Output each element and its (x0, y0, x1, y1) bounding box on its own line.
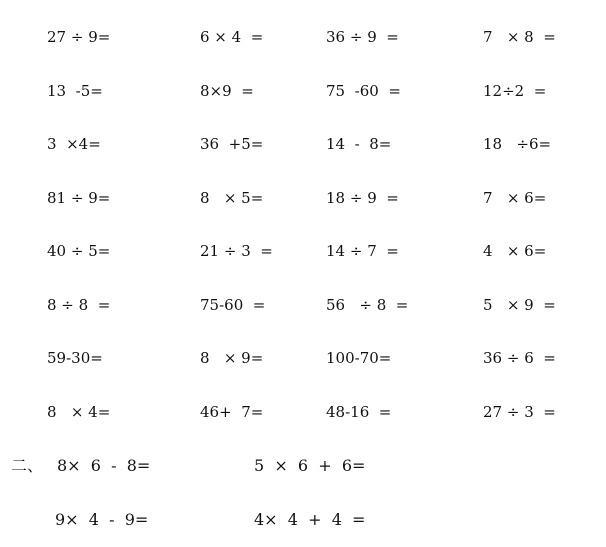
problem-r1-c1: 27 ÷ 9= (47, 28, 111, 46)
problem-r2-c4: 12÷2 = (483, 82, 547, 100)
problem-r7-c2: 8 × 9= (200, 349, 264, 367)
problem-r2-c3: 75 -60 = (326, 82, 401, 100)
section-label: 二、 (11, 456, 44, 475)
problem-r4-c1: 81 ÷ 9= (47, 189, 111, 207)
problem-r2-c1: 13 -5= (47, 82, 103, 100)
problem-r6-c4: 5 × 9 = (483, 296, 556, 314)
problem-r4-c2: 8 × 5= (200, 189, 264, 207)
problem-r5-c1: 40 ÷ 5= (47, 242, 111, 260)
mixed-problem-1: 8× 6 - 8= (57, 456, 151, 475)
problem-r4-c4: 7 × 6= (483, 189, 547, 207)
problem-r1-c3: 36 ÷ 9 = (326, 28, 399, 46)
problem-r6-c3: 56 ÷ 8 = (326, 296, 409, 314)
problem-r3-c4: 18 ÷6= (483, 135, 552, 153)
problem-r5-c3: 14 ÷ 7 = (326, 242, 399, 260)
problem-r8-c2: 46+ 7= (200, 403, 264, 421)
mixed-problem-3: 9× 4 - 9= (55, 510, 149, 529)
problem-r3-c2: 36 +5= (200, 135, 264, 153)
problem-r8-c3: 48-16 = (326, 403, 392, 421)
problem-r7-c3: 100-70= (326, 349, 392, 367)
mixed-problem-4: 4× 4 + 4 = (254, 510, 366, 529)
problem-r6-c1: 8 ÷ 8 = (47, 296, 111, 314)
problem-r6-c2: 75-60 = (200, 296, 266, 314)
problem-r1-c2: 6 × 4 = (200, 28, 264, 46)
problem-r4-c3: 18 ÷ 9 = (326, 189, 399, 207)
problem-r7-c4: 36 ÷ 6 = (483, 349, 556, 367)
problem-r5-c2: 21 ÷ 3 = (200, 242, 273, 260)
problem-r3-c1: 3 ×4= (47, 135, 101, 153)
problem-r8-c4: 27 ÷ 3 = (483, 403, 556, 421)
problem-r8-c1: 8 × 4= (47, 403, 111, 421)
problem-r3-c3: 14 - 8= (326, 135, 392, 153)
mixed-problem-2: 5 × 6 + 6= (254, 456, 366, 475)
problem-r2-c2: 8×9 = (200, 82, 254, 100)
problem-r7-c1: 59-30= (47, 349, 103, 367)
problem-r5-c4: 4 × 6= (483, 242, 547, 260)
problem-r1-c4: 7 × 8 = (483, 28, 556, 46)
